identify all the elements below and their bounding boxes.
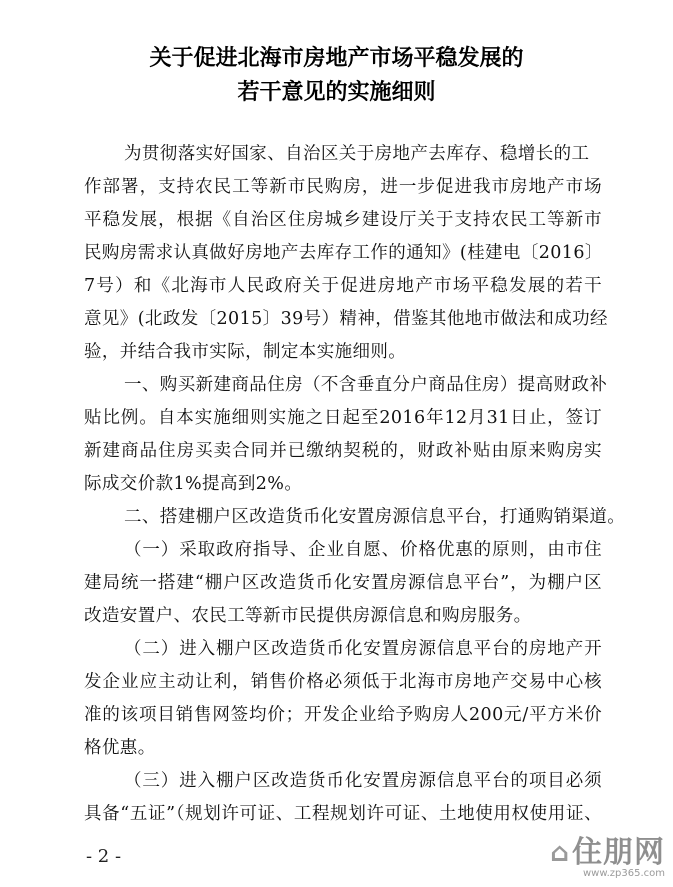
page-number: - 2 -	[86, 846, 122, 867]
paragraph-line: 二、搭建棚户区改造货币化安置房源信息平台，打通购销渠道。	[124, 507, 626, 527]
paragraph-line: 民购房需求认真做好房地产去库存工作的通知》(桂建电〔2016〕	[84, 243, 603, 263]
paragraph-line: 具备“五证”（规划许可证、工程规划许可证、土地使用权使用证、	[84, 804, 602, 824]
paragraph-line: （二）进入棚户区改造货币化安置房源信息平台的房地产开	[124, 639, 602, 659]
paragraph-line: 建局统一搭建“棚户区改造货币化安置房源信息平台”，为棚户区	[84, 573, 602, 593]
paragraph-line: （三）进入棚户区改造货币化安置房源信息平台的项目必须	[124, 771, 602, 791]
paragraph-line: 改造安置户、农民工等新市民提供房源信息和购房服务。	[84, 606, 532, 626]
paragraph-line: 作部署，支持农民工等新市民购房，进一步促进我市房地产市场	[84, 177, 602, 197]
paragraph-line: 新建商品住房买卖合同并已缴纳契税的，财政补贴由原来购房实	[84, 441, 602, 461]
watermark	[550, 835, 665, 879]
paragraph-line: 贴比例。自本实施细则实施之日起至2016年12月31日止，签订	[84, 408, 602, 428]
document-title-line-1: 关于促进北海市房地产市场平稳发展的	[149, 46, 524, 71]
paragraph-line: 意见》(北政发〔2015〕39号）精神，借鉴其他地市做法和成功经	[84, 309, 608, 329]
paragraph-line: 发企业应主动让利，销售价格必须低于北海市房地产交易中心核	[84, 672, 602, 692]
paragraph-line: 格优惠。	[84, 738, 156, 758]
paragraph-line: 际成交价款1%提高到2%。	[84, 474, 303, 494]
paragraph-line: （一）采取政府指导、企业自愿、价格优惠的原则，由市住	[124, 540, 602, 560]
paragraph-line: 验，并结合我市实际，制定本实施细则。	[84, 342, 407, 362]
document-title-line-2: 若干意见的实施细则	[237, 80, 436, 105]
watermark-url: www.zp365.com	[582, 868, 665, 879]
watermark-brand: 住朋网	[572, 835, 665, 870]
paragraph-line: 为贯彻落实好国家、自治区关于房地产去库存、稳增长的工	[124, 144, 590, 164]
paragraph-line: 平稳发展，根据《自治区住房城乡建设厅关于支持农民工等新市	[84, 210, 602, 230]
paragraph-line: 准的该项目销售网签均价；开发企业给予购房人200元/平方米价	[84, 705, 602, 725]
paragraph-line: 一、购买新建商品住房（不含垂直分户商品住房）提高财政补	[124, 375, 608, 395]
house-icon: ⌂	[550, 838, 570, 868]
paragraph-line: 7号）和《北海市人民政府关于促进房地产市场平稳发展的若干	[84, 276, 602, 296]
